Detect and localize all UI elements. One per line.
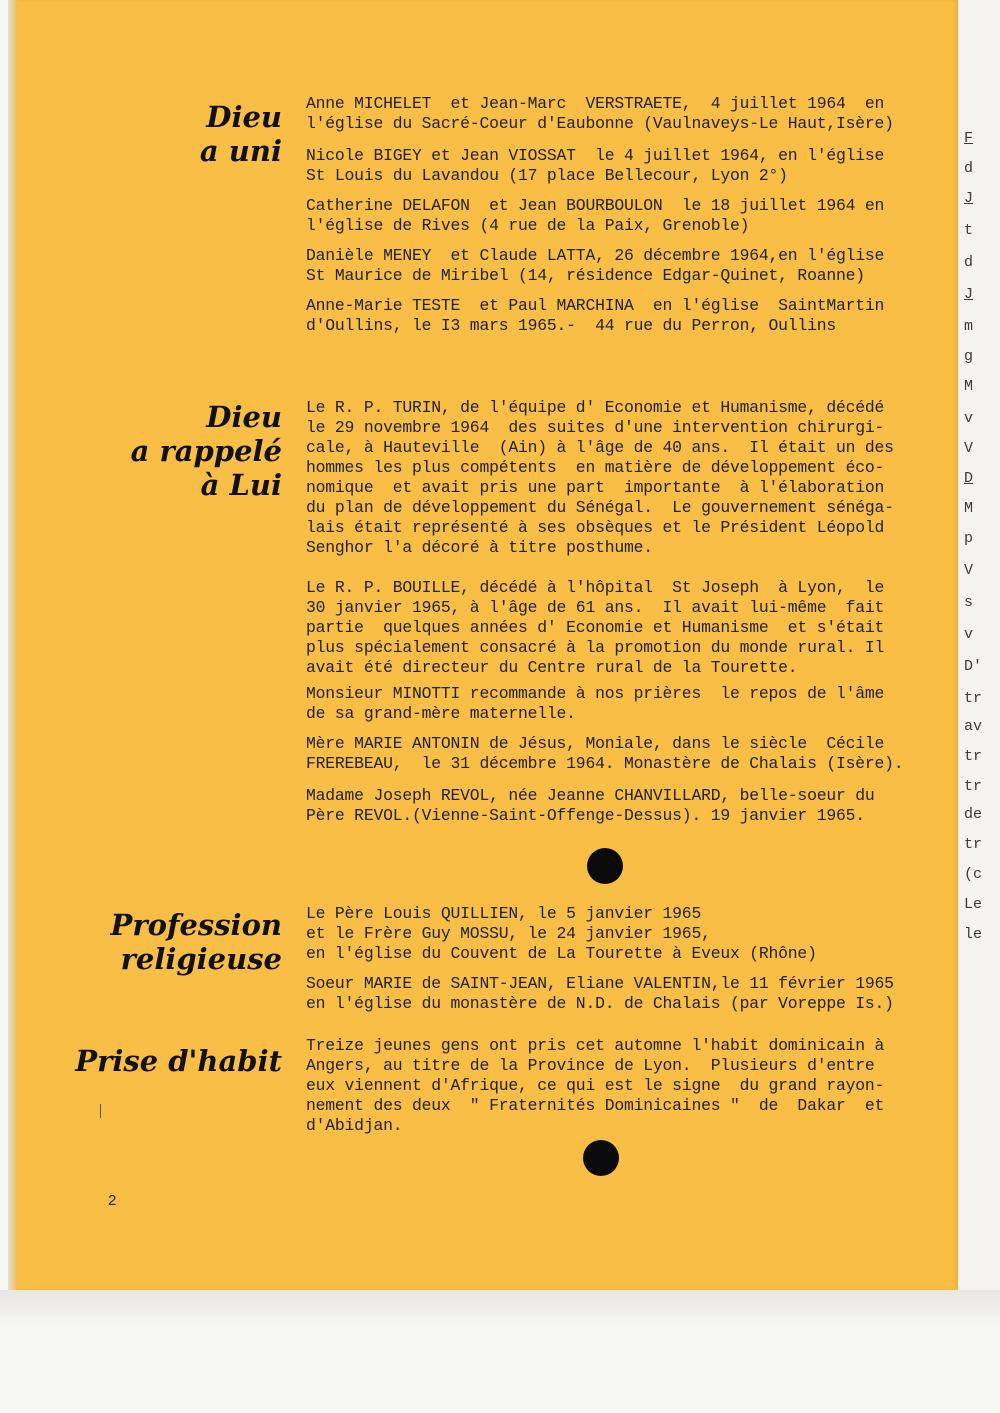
page-number: 2 <box>108 1192 117 1209</box>
next-page-fragment: le <box>964 926 983 943</box>
next-page-fragment: (c <box>964 866 983 883</box>
next-page-fragment: V <box>964 562 974 579</box>
next-page-fragment: F <box>964 130 974 147</box>
next-page-fragment: m <box>964 318 974 335</box>
next-page-fragment: t <box>964 222 974 239</box>
next-page-fragment: D <box>964 470 974 487</box>
next-page-fragment: M <box>964 378 974 395</box>
section-heading-dieu-a-rappele: Dieu a rappelé à Lui <box>130 400 282 502</box>
next-page-fragment: v <box>964 410 974 427</box>
section-heading-prise-d-habit: Prise d'habit <box>75 1044 282 1078</box>
page-edge <box>8 0 18 1290</box>
marriage-entry: Anne MICHELET et Jean-Marc VERSTRAETE, 4 juillet 1964 en l'église du Sacré-Coeur d'Eaubonne (Vaulnaveys-Le Haut,Isère) <box>306 94 894 133</box>
next-page-fragment: Le <box>964 896 983 913</box>
next-page-fragment: M <box>964 500 974 517</box>
next-page-fragment: tr <box>964 778 983 795</box>
section-heading-dieu-a-uni: Dieu a uni <box>199 100 282 168</box>
next-page-fragment: p <box>964 530 974 547</box>
section-heading-profession-religieuse: Profession religieuse <box>110 908 282 976</box>
obituary-entry: Madame Joseph REVOL, née Jeanne CHANVILLARD, belle-soeur du Père REVOL.(Vienne-Saint-Offenge-Dessus). 19 janvier 1965. <box>306 786 875 825</box>
marriage-entry: Catherine DELAFON et Jean BOURBOULON le 18 juillet 1964 en l'église de Rives (4 rue de la Paix, Grenoble) <box>306 196 885 235</box>
scan-background <box>0 1290 1000 1413</box>
section-divider-bullet <box>583 1140 619 1176</box>
profession-entry: Le Père Louis QUILLIEN, le 5 janvier 1965 et le Frère Guy MOSSU, le 24 janvier 1965, en l'église du Couvent de La Tourette à Eveux (Rhône) <box>306 904 817 963</box>
prise-d-habit-entry: Treize jeunes gens ont pris cet automne l'habit dominicain à Angers, au titre de la Province de Lyon. Plusieurs d'entre eux viennent d'Afrique, ce qui est le signe du grand rayon- nement des deux " Fraternités Dominicaines " de Dakar et d'Abidjan. <box>306 1036 885 1135</box>
marriage-entry: Danièle MENEY et Claude LATTA, 26 décembre 1964,en l'église St Maurice de Miribel (14, résidence Edgar-Quinet, Roanne) <box>306 246 885 285</box>
next-page-fragment: J <box>964 286 974 303</box>
next-page-fragment: s <box>964 594 974 611</box>
profession-entry: Soeur MARIE de SAINT-JEAN, Eliane VALENTIN,le 11 février 1965 en l'église du monastère de N.D. de Chalais (par Voreppe Is.) <box>306 974 894 1013</box>
next-page-fragment: D' <box>964 658 983 675</box>
next-page-fragment: v <box>964 626 974 643</box>
adjacent-page-strip <box>958 0 1000 1290</box>
next-page-fragment: d <box>964 160 974 177</box>
next-page-fragment: g <box>964 348 974 365</box>
section-divider-bullet <box>587 848 623 884</box>
next-page-fragment: tr <box>964 748 983 765</box>
next-page-fragment: tr <box>964 690 983 707</box>
marriage-entry: Anne-Marie TESTE et Paul MARCHINA en l'église SaintMartin d'Oullins, le I3 mars 1965.- 44 rue du Perron, Oullins <box>306 296 885 335</box>
next-page-fragment: d <box>964 254 974 271</box>
marriage-entry: Nicole BIGEY et Jean VIOSSAT le 4 juillet 1964, en l'église St Louis du Lavandou (17 place Bellecour, Lyon 2°) <box>306 146 885 185</box>
next-page-fragment: de <box>964 806 983 823</box>
margin-mark <box>100 1104 101 1118</box>
obituary-entry: Le R. P. TURIN, de l'équipe d' Economie et Humanisme, décédé le 29 novembre 1964 des suites d'une intervention chirurgi- cale, à Hauteville (Ain) à l'âge de 40 ans. Il était un des hommes les plus compétents en matière de développement éco- nomique et avait pris une part importante à l'élaboration du plan de développement du Sénégal. Le gouvernement sénéga- lais était représenté à ses obsèques et le Président Léopold Senghor l'a décoré à titre posthume. <box>306 398 894 557</box>
obituary-entry: Le R. P. BOUILLE, décédé à l'hôpital St Joseph à Lyon, le 30 janvier 1965, à l'âge de 61 ans. Il avait lui-même fait partie quelques années d' Economie et Humanisme et s'était plus spécialement consacré à la promotion du monde rural. Il avait été directeur du Centre rural de la Tourette. <box>306 578 885 677</box>
next-page-fragment: tr <box>964 836 983 853</box>
next-page-fragment: av <box>964 718 983 735</box>
obituary-entry: Monsieur MINOTTI recommande à nos prières le repos de l'âme de sa grand-mère maternelle. <box>306 684 885 723</box>
obituary-entry: Mère MARIE ANTONIN de Jésus, Moniale, dans le siècle Cécile FRERЕBEAU, le 31 décembre 1964. Monastère de Chalais (Isère). <box>306 734 904 773</box>
next-page-fragment: V <box>964 440 974 457</box>
next-page-fragment: J <box>964 190 974 207</box>
